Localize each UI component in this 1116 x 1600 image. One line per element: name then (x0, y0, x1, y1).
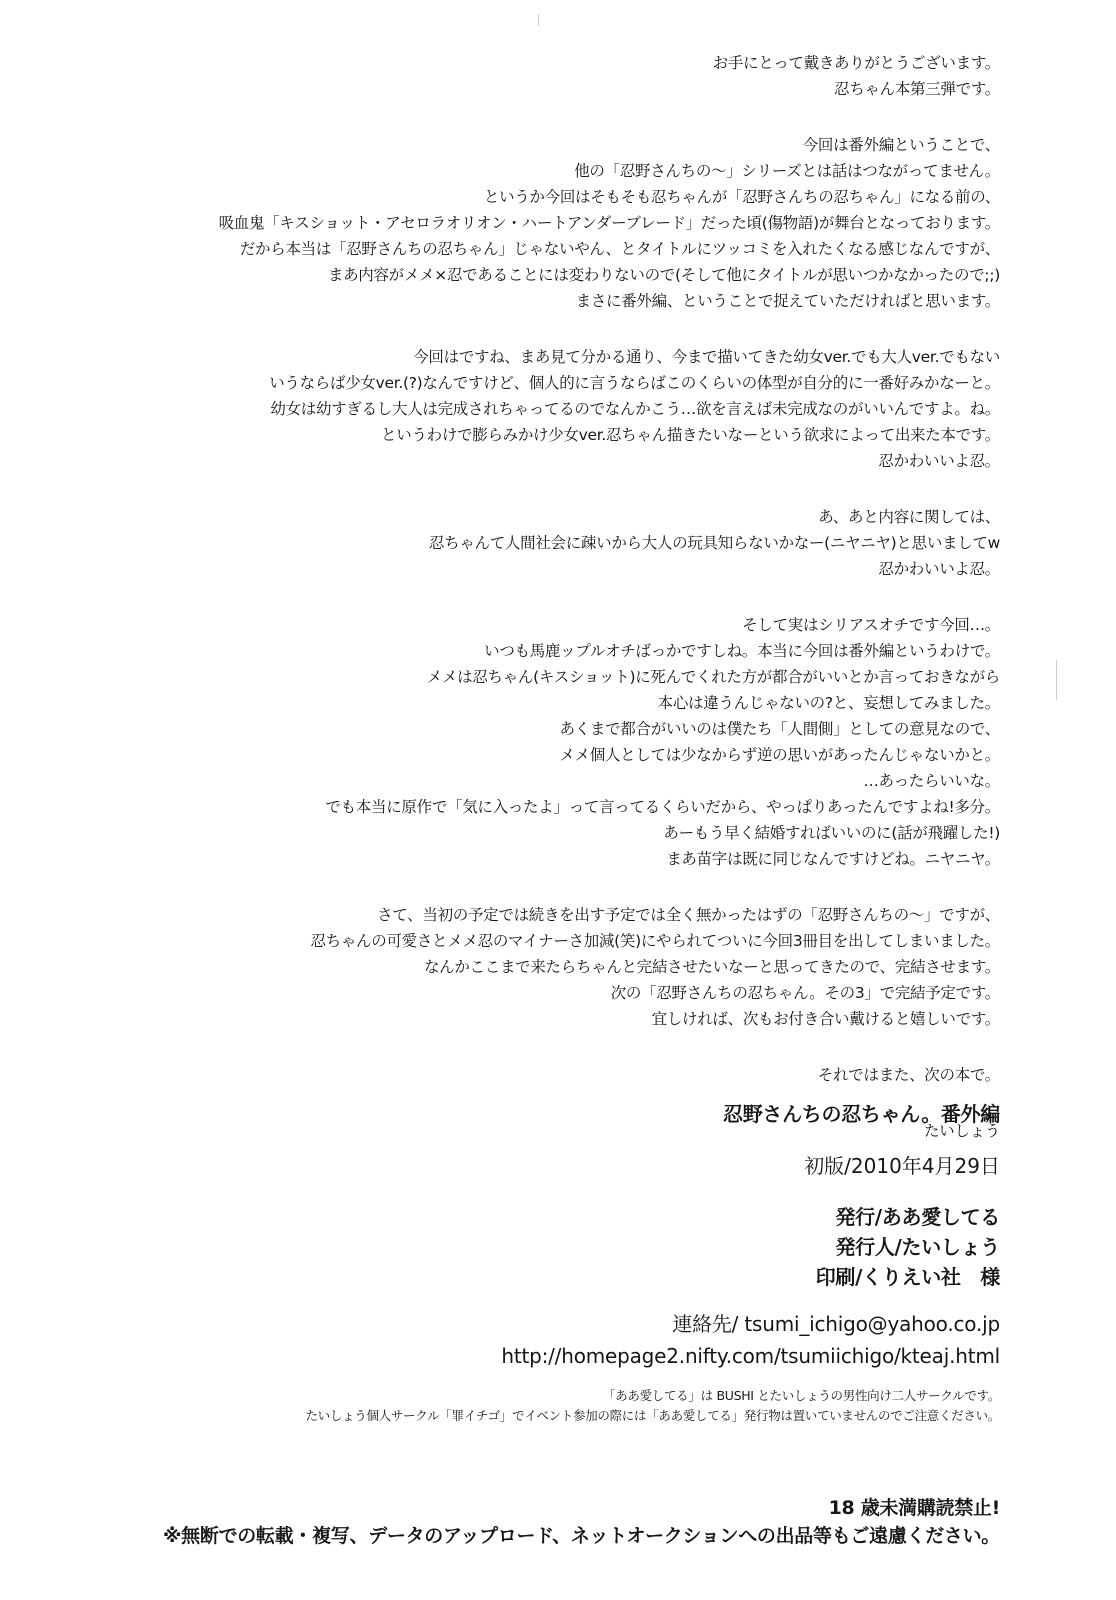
issuer: 発行人/たいしょう (835, 1235, 1000, 1259)
afterword-line: 忍ちゃん本第三弾です。 (834, 80, 1000, 98)
afterword-paragraph (100, 50, 1000, 102)
afterword-line: 忍ちゃんの可愛さとメメ忍のマイナーさ加減(笑)にやられてついに今回3冊目を出してしまいました。 (310, 932, 1000, 950)
afterword-line: あくまで都合がいいのは僕たち「人間側」としての意見なので、 (559, 720, 1000, 738)
afterword-line: メメは忍ちゃん(キスショット)に死んでくれた方が都合がいいとか言っておきながら (426, 668, 1000, 686)
afterword-line: 忍かわいいよ忍。 (878, 452, 1000, 470)
homepage-url: http://homepage2.nifty.com/tsumiichigo/kteaj.html (501, 1344, 1000, 1368)
afterword-line: まあ苗字は既に同じなんですけどね。ニヤニヤ。 (666, 850, 1000, 868)
afterword-line: というか今回はそもそも忍ちゃんが「忍野さんちの忍ちゃん」になる前の、 (483, 188, 1000, 206)
copyright-notice: ※無断での転載・複写、データのアップロード、ネットオークションへの出品等もご遠慮ください。 (163, 1525, 1000, 1547)
scan-mark (538, 14, 539, 26)
afterword-line: 今回は番外編ということで、 (802, 136, 1000, 154)
afterword-line: 幼女は幼すぎるし大人は完成されちゃってるのでなんかこう…欲を言えば未完成なのがいいんですよ。ね。 (270, 400, 1000, 418)
afterword-line: まあ内容がメメ×忍であることには変わりないので(そして他にタイトルが思いつかなかったので;;) (327, 266, 1000, 284)
book-title: 忍野さんちの忍ちゃん。番外編 (723, 1102, 1000, 1126)
contact-info (100, 1308, 1000, 1372)
author-signature: たいしょう (923, 1122, 1000, 1140)
publication-credits (100, 1202, 1000, 1292)
afterword-line: 忍かわいいよ忍。 (878, 560, 1000, 578)
edition-date: 初版/2010年4月29日 (804, 1154, 1000, 1178)
contact-email: 連絡先/ tsumi_ichigo@yahoo.co.jp (672, 1312, 1000, 1336)
afterword-line: それではまた、次の本で。 (817, 1066, 1000, 1084)
afterword-line: いつも馬鹿ップルオチばっかですしね。本当に今回は番外編というわけで。 (484, 642, 1000, 660)
afterword-line: お手にとって戴きありがとうございます。 (712, 54, 1000, 72)
scan-mark (1056, 660, 1057, 700)
afterword-line: さて、当初の予定では続きを出す予定では全く無かったはずの「忍野さんちの〜」ですが、 (377, 906, 1000, 924)
afterword-line: なんかここまで来たらちゃんと完結させたいなーと思ってきたので、完結させます。 (423, 958, 1000, 976)
afterword-line: 今回はですね、まあ見て分かる通り、今まで描いてきた幼女ver.でも大人ver.でもない (413, 348, 1000, 366)
circle-notes (100, 1386, 1000, 1426)
afterword-line: メメ個人としては少なからず逆の思いがあったんじゃないかと。 (559, 746, 1000, 764)
afterword-line: というわけで膨らみかけ少女ver.忍ちゃん描きたいなーという欲求によって出来た本です。 (381, 426, 1000, 444)
afterword-line: でも本当に原作で「気に入ったよ」って言ってるくらいだから、やっぱりあったんですよね!多分。 (325, 798, 1000, 816)
afterword-paragraph (100, 1062, 1000, 1088)
afterword-paragraph (100, 902, 1000, 1032)
legal-warning (0, 1494, 1000, 1550)
note-line: たいしょう個人サークル「罪イチゴ」でイベント参加の際には「ああ愛してる」発行物は置いていませんのでご注意ください。 (305, 1408, 1000, 1423)
afterword-line: いうならば少女ver.(?)なんですけど、個人的に言うならばこのくらいの体型が自分的に一番好みかなーと。 (269, 374, 1000, 392)
age-restriction: 18 歳未満購読禁止! (828, 1497, 1000, 1519)
afterword-paragraph (100, 612, 1000, 872)
afterword-line: 他の「忍野さんちの〜」シリーズとは話はつながってません。 (574, 162, 1000, 180)
afterword-line: あ、あと内容に関しては、 (818, 508, 1000, 526)
note-line: 「ああ愛してる」は BUSHI とたいしょうの男性向け二人サークルです。 (602, 1388, 1000, 1403)
afterword-line: だから本当は「忍野さんちの忍ちゃん」じゃないやん、とタイトルにツッコミを入れたくなる感じなんですが、 (239, 240, 1000, 258)
afterword-line: 次の「忍野さんちの忍ちゃん。その3」で完結予定です。 (610, 984, 1000, 1002)
afterword-line: 宜しければ、次もお付き合い戴けると嬉しいです。 (651, 1010, 1000, 1028)
afterword-line: まさに番外編、ということで捉えていただければと思います。 (575, 292, 1000, 310)
afterword-line: 忍ちゃんて人間社会に疎いから大人の玩具知らないかなー(ニヤニヤ)と思いましてw (428, 534, 1000, 552)
colophon (100, 1098, 1000, 1426)
afterword-paragraph (100, 504, 1000, 582)
printer: 印刷/くりえい社 様 (815, 1265, 1000, 1289)
afterword (100, 50, 1000, 1174)
afterword-paragraph (100, 132, 1000, 314)
afterword-line: あーもう早く結婚すればいいのに(話が飛躍した!) (663, 824, 1000, 842)
afterword-paragraph (100, 344, 1000, 474)
afterword-line: そして実はシリアスオチです今回…。 (742, 616, 1000, 634)
afterword-line: 本心は違うんじゃないの?と、妄想してみました。 (657, 694, 1000, 712)
afterword-line: …あったらいいな。 (863, 772, 1000, 790)
afterword-line: 吸血鬼「キスショット・アセロラオリオン・ハートアンダーブレード」だった頃(傷物語)が舞台となっております。 (218, 214, 1000, 232)
publisher: 発行/ああ愛してる (835, 1205, 1000, 1229)
